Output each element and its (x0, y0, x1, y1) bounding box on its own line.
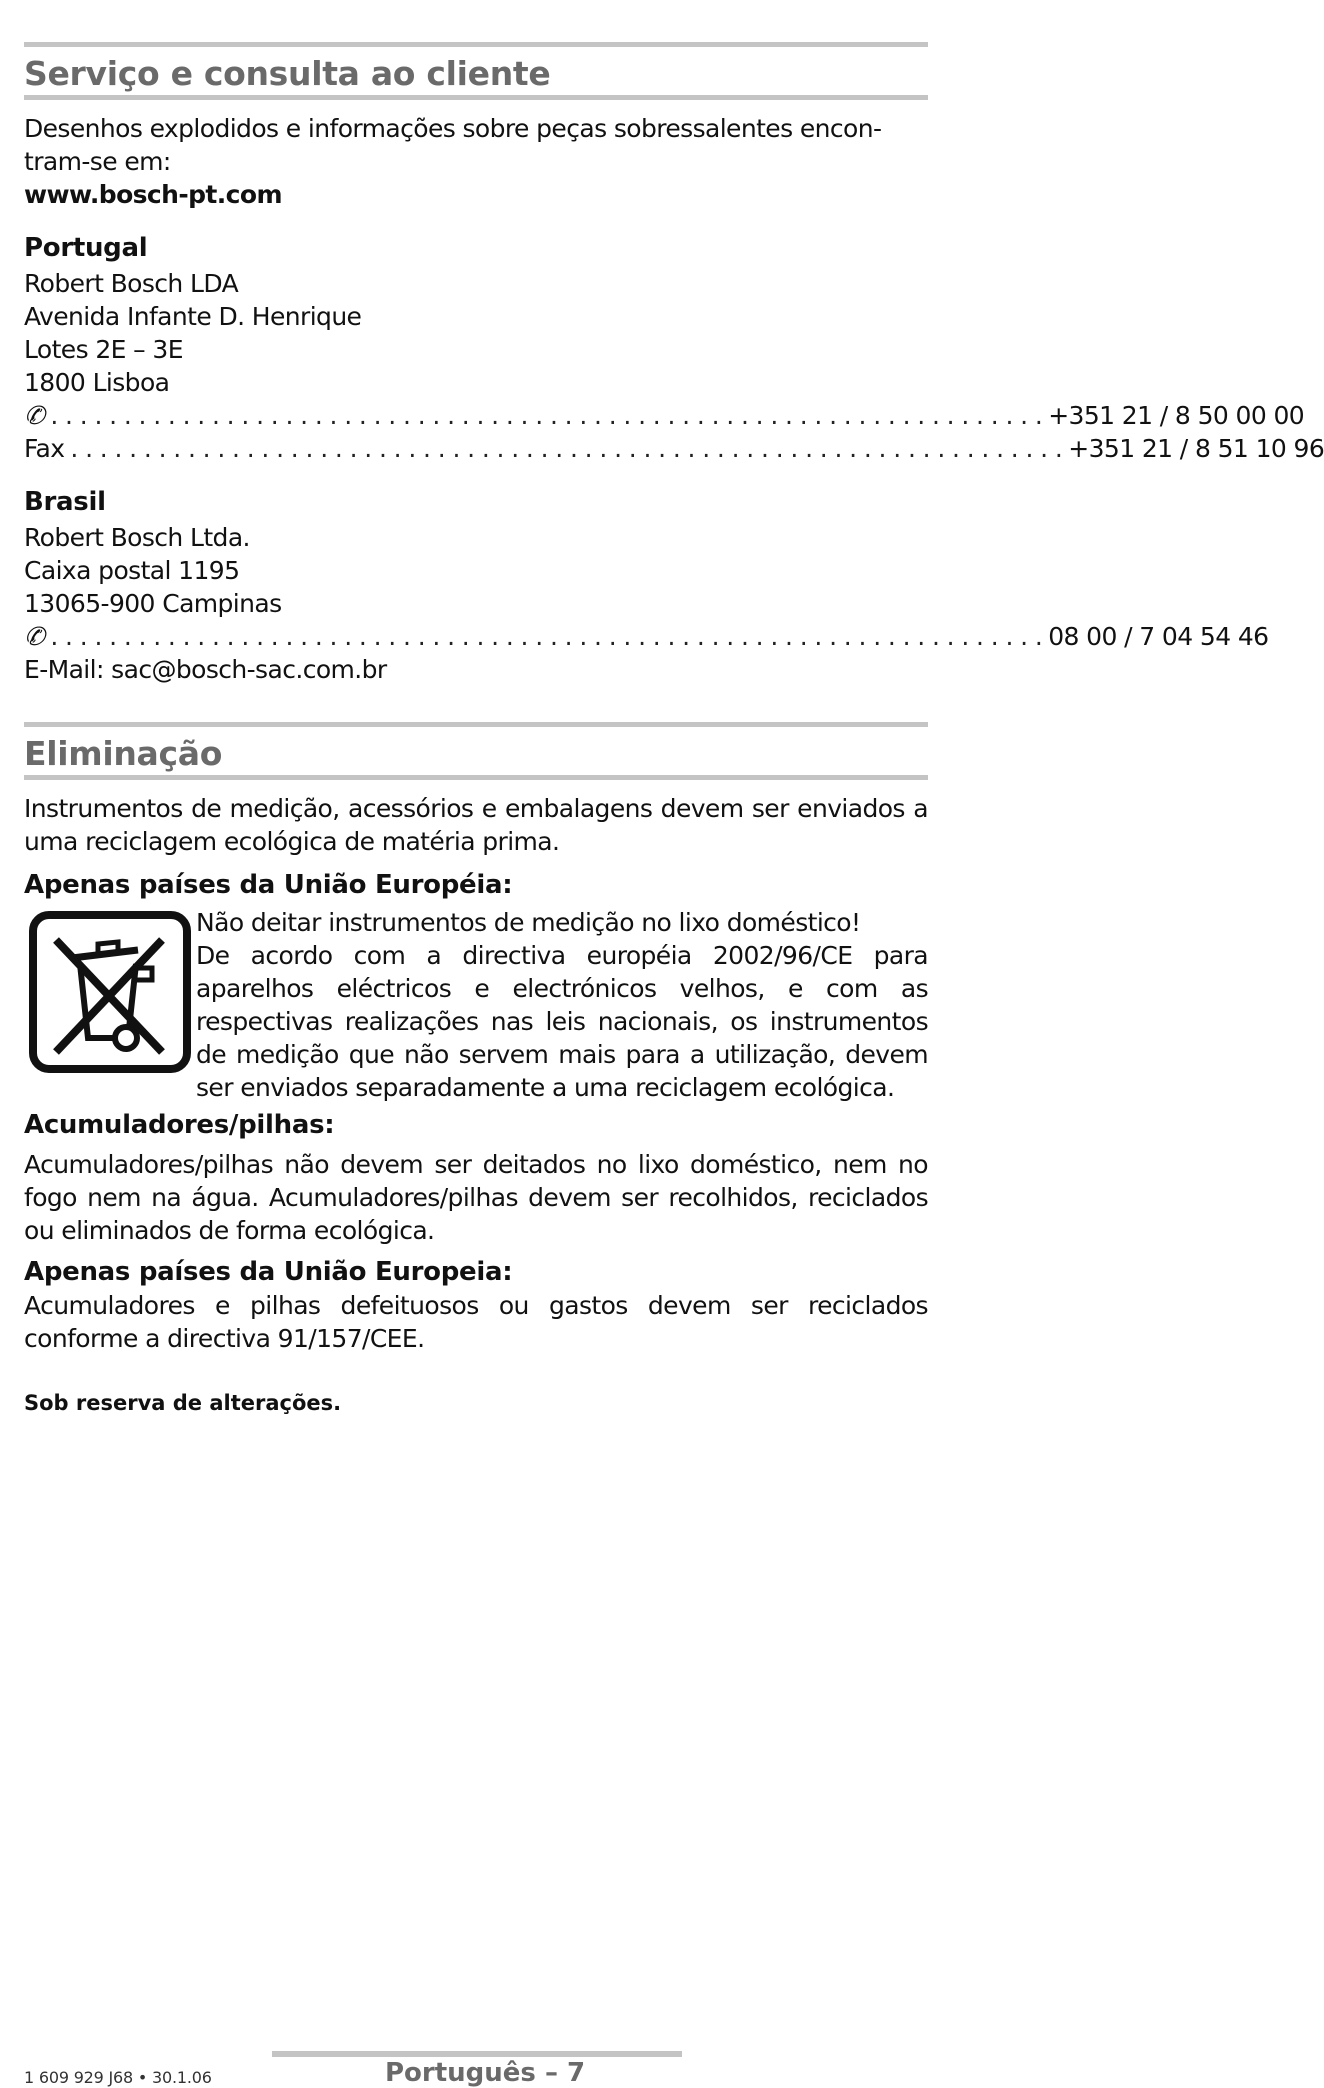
leader-dots: . . . . . . . . . . . . . . . . . . . . . . . . . . . . . . . . . . . . . . . . . . . . . . . . . . . . . . . . . . . . . . . . . . . . (50, 622, 1043, 651)
disposal-section-title: Eliminação (24, 734, 223, 773)
portugal-heading: Portugal (24, 233, 148, 263)
service-website-link[interactable]: www.bosch-pt.com (24, 180, 282, 209)
eu-heading-2: Apenas países da União Europeia: (24, 1257, 513, 1287)
brasil-address-line: Robert Bosch Ltda. (24, 523, 250, 552)
crossed-out-wheelie-bin-icon (24, 910, 196, 1074)
service-intro-line-2: tram-se em: (24, 147, 171, 176)
reserve-note: Sob reserva de alterações. (24, 1391, 342, 1415)
brasil-phone-row (24, 620, 1269, 653)
leader-dots: . . . . . . . . . . . . . . . . . . . . . . . . . . . . . . . . . . . . . . . . . . . . . . . . . . . . . . . . . . . . . . . . . . . . (50, 401, 1043, 430)
portugal-phone-number: +351 21 / 8 50 00 00 (1048, 401, 1305, 430)
eu-batteries-text: Acumuladores e pilhas defeituosos ou gastos devem ser reciclados conforme a directiva 91/157/CEE. (24, 1291, 928, 1353)
disposal-intro: Instrumentos de medição, acessórios e embalagens devem ser enviados a uma reciclagem ecológica de matéria prima. (24, 794, 928, 856)
footer-page-label: Português – 7 (385, 2058, 586, 2088)
eu-text-no-household: Não deitar instrumentos de medição no lixo doméstico! (196, 908, 861, 937)
footer-doc-code: 1 609 929 J68 • 30.1.06 (24, 2068, 212, 2087)
weee-text (196, 906, 928, 1104)
batteries-text: Acumuladores/pilhas não devem ser deitados no lixo doméstico, nem no fogo nem na água. Acumuladores/pilhas devem ser recolhidos, reciclados ou eliminados de forma ecológica. (24, 1150, 928, 1245)
batteries-heading: Acumuladores/pilhas: (24, 1110, 335, 1140)
eu-heading: Apenas países da União Européia: (24, 870, 513, 900)
brasil-email[interactable]: E-Mail: sac@bosch-sac.com.br (24, 655, 387, 684)
portugal-address-line: 1800 Lisboa (24, 368, 170, 397)
eu-text-directive: De acordo com a directiva européia 2002/96/CE para aparelhos eléctricos e electrónicos velhos, e com as respectivas realizações nas leis nacionais, os instrumentos de medição que não servem mais para a utilização, devem ser enviados separadamente a uma reciclagem ecológica. (196, 941, 928, 1102)
brasil-address-line: 13065-900 Campinas (24, 589, 282, 618)
brasil-phone-number: 08 00 / 7 04 54 46 (1048, 622, 1269, 651)
portugal-address-line: Robert Bosch LDA (24, 269, 239, 298)
fax-label: Fax (24, 434, 65, 463)
manual-page (24, 0, 1324, 1417)
weee-block (24, 906, 928, 1104)
brasil-heading: Brasil (24, 487, 106, 517)
portugal-address-line: Avenida Infante D. Henrique (24, 302, 362, 331)
phone-icon: ✆ (24, 622, 45, 651)
service-intro-line-1: Desenhos explodidos e informações sobre peças sobressalentes encon- (24, 114, 882, 143)
portugal-fax-number: +351 21 / 8 51 10 96 (1068, 434, 1324, 463)
leader-dots: . . . . . . . . . . . . . . . . . . . . . . . . . . . . . . . . . . . . . . . . . . . . . . . . . . . . . . . . . . . . . . . . . . . . (70, 434, 1063, 463)
portugal-address-line: Lotes 2E – 3E (24, 335, 183, 364)
footer-rule (272, 2051, 682, 2057)
brasil-address-line: Caixa postal 1195 (24, 556, 240, 585)
phone-icon: ✆ (24, 401, 45, 430)
portugal-fax-row (24, 432, 1324, 465)
service-section-title: Serviço e consulta ao cliente (24, 54, 551, 93)
portugal-phone-row (24, 399, 1305, 432)
